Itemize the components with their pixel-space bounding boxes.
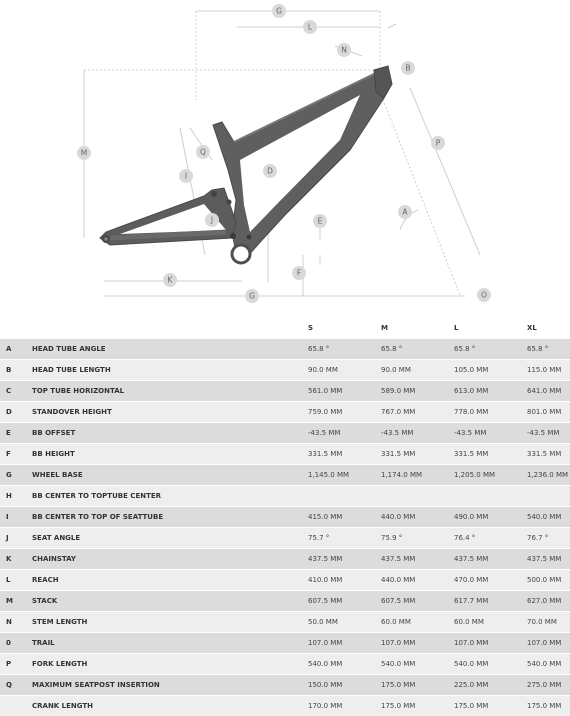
row-letter: [0, 696, 32, 716]
row-value-l: 490.0 MM: [454, 507, 527, 528]
row-value-xl: 70.0 MM: [527, 612, 570, 633]
row-name: BB CENTER TO TOP OF SEATTUBE: [32, 507, 308, 528]
table-row: [0, 381, 570, 402]
row-name: TOP TUBE HORIZONTAL: [32, 381, 308, 402]
row-letter: A: [0, 339, 32, 360]
row-letter: N: [0, 612, 32, 633]
header-size-xl: XL: [527, 318, 570, 339]
row-value-l: 613.0 MM: [454, 381, 527, 402]
svg-text:N: N: [341, 46, 347, 55]
row-value-s: 415.0 MM: [308, 507, 381, 528]
svg-text:A: A: [402, 208, 408, 217]
row-letter: F: [0, 444, 32, 465]
row-letter: C: [0, 381, 32, 402]
row-value-xl: 1,236.0 MM: [527, 465, 570, 486]
table-row: [0, 696, 570, 716]
row-value-m: 175.0 MM: [381, 696, 454, 716]
label-d: [263, 164, 277, 178]
svg-text:K: K: [168, 276, 174, 285]
row-name: MAXIMUM SEATPOST INSERTION: [32, 675, 308, 696]
row-value-l: 107.0 MM: [454, 633, 527, 654]
row-value-m: 540.0 MM: [381, 654, 454, 675]
svg-text:O: O: [481, 291, 487, 300]
label-g-bottom: [245, 289, 259, 303]
row-value-s: 150.0 MM: [308, 675, 381, 696]
row-value-s: 90.0 MM: [308, 360, 381, 381]
row-value-xl: 801.0 MM: [527, 402, 570, 423]
row-value-m: 589.0 MM: [381, 381, 454, 402]
row-value-l: 617.7 MM: [454, 591, 527, 612]
row-letter: D: [0, 402, 32, 423]
row-name: HEAD TUBE LENGTH: [32, 360, 308, 381]
table-header-row: [0, 318, 570, 339]
row-value-s: [308, 486, 381, 507]
row-value-l: -43.5 MM: [454, 423, 527, 444]
row-value-m: [381, 486, 454, 507]
row-value-s: 170.0 MM: [308, 696, 381, 716]
svg-text:B: B: [405, 64, 410, 73]
row-value-xl: 500.0 MM: [527, 570, 570, 591]
header-letter: [0, 318, 32, 339]
frame-geometry-diagram: [0, 0, 570, 310]
row-letter: J: [0, 528, 32, 549]
header-size-m: M: [381, 318, 454, 339]
table-row: [0, 507, 570, 528]
table-row: [0, 549, 570, 570]
row-value-m: 607.5 MM: [381, 591, 454, 612]
svg-text:D: D: [267, 167, 273, 176]
row-value-m: 90.0 MM: [381, 360, 454, 381]
row-value-l: 65.8 °: [454, 339, 527, 360]
row-value-xl: 115.0 MM: [527, 360, 570, 381]
label-n: [337, 43, 351, 57]
row-value-xl: 76.7 °: [527, 528, 570, 549]
row-value-s: 331.5 MM: [308, 444, 381, 465]
row-name: WHEEL BASE: [32, 465, 308, 486]
label-j: [205, 213, 219, 227]
row-value-l: 778.0 MM: [454, 402, 527, 423]
row-value-xl: 540.0 MM: [527, 507, 570, 528]
row-value-s: 107.0 MM: [308, 633, 381, 654]
row-letter: B: [0, 360, 32, 381]
row-name: HEAD TUBE ANGLE: [32, 339, 308, 360]
svg-text:Q: Q: [200, 148, 206, 157]
geometry-table: [0, 318, 570, 716]
row-value-m: 107.0 MM: [381, 633, 454, 654]
label-l: [303, 20, 317, 34]
row-name: STACK: [32, 591, 308, 612]
row-value-xl: 175.0 MM: [527, 696, 570, 716]
table-row: [0, 360, 570, 381]
svg-text:I: I: [185, 172, 187, 181]
row-value-l: 175.0 MM: [454, 696, 527, 716]
row-value-xl: 540.0 MM: [527, 654, 570, 675]
header-name: [32, 318, 308, 339]
table-row: [0, 591, 570, 612]
row-name: BB OFFSET: [32, 423, 308, 444]
svg-text:G: G: [276, 7, 282, 16]
row-letter: E: [0, 423, 32, 444]
svg-text:M: M: [81, 149, 87, 158]
row-name: TRAIL: [32, 633, 308, 654]
row-letter: L: [0, 570, 32, 591]
label-k: [163, 273, 177, 287]
row-value-m: -43.5 MM: [381, 423, 454, 444]
row-value-xl: 627.0 MM: [527, 591, 570, 612]
row-name: STANDOVER HEIGHT: [32, 402, 308, 423]
row-value-l: 60.0 MM: [454, 612, 527, 633]
row-name: CHAINSTAY: [32, 549, 308, 570]
row-value-m: 437.5 MM: [381, 549, 454, 570]
svg-text:G: G: [249, 292, 255, 301]
row-value-l: 76.4 °: [454, 528, 527, 549]
row-name: CRANK LENGTH: [32, 696, 308, 716]
table-row: [0, 654, 570, 675]
row-name: STEM LENGTH: [32, 612, 308, 633]
svg-text:F: F: [297, 269, 301, 278]
row-letter: P: [0, 654, 32, 675]
row-value-m: 331.5 MM: [381, 444, 454, 465]
header-size-s: S: [308, 318, 381, 339]
row-name: BB CENTER TO TOPTUBE CENTER: [32, 486, 308, 507]
row-value-m: 60.0 MM: [381, 612, 454, 633]
row-letter: 0: [0, 633, 32, 654]
label-p: [431, 136, 445, 150]
label-b: [401, 61, 415, 75]
row-value-xl: 107.0 MM: [527, 633, 570, 654]
row-value-xl: 331.5 MM: [527, 444, 570, 465]
row-value-s: 75.7 °: [308, 528, 381, 549]
svg-text:J: J: [210, 216, 213, 225]
row-name: BB HEIGHT: [32, 444, 308, 465]
row-letter: H: [0, 486, 32, 507]
row-value-m: 440.0 MM: [381, 507, 454, 528]
table-row: [0, 633, 570, 654]
row-value-l: 540.0 MM: [454, 654, 527, 675]
table-row: [0, 444, 570, 465]
label-a: [398, 205, 412, 219]
row-value-xl: 437.5 MM: [527, 549, 570, 570]
label-g-top: [272, 4, 286, 18]
geometry-table-body: [0, 339, 570, 716]
row-value-xl: -43.5 MM: [527, 423, 570, 444]
table-row: [0, 528, 570, 549]
row-value-l: [454, 486, 527, 507]
row-value-s: 50.0 MM: [308, 612, 381, 633]
table-row: [0, 402, 570, 423]
table-row: [0, 612, 570, 633]
row-value-l: 225.0 MM: [454, 675, 527, 696]
label-i: [179, 169, 193, 183]
row-value-xl: 275.0 MM: [527, 675, 570, 696]
row-value-m: 440.0 MM: [381, 570, 454, 591]
label-o: [477, 288, 491, 302]
table-row: [0, 570, 570, 591]
row-value-s: 561.0 MM: [308, 381, 381, 402]
row-letter: K: [0, 549, 32, 570]
row-value-m: 175.0 MM: [381, 675, 454, 696]
row-value-l: 105.0 MM: [454, 360, 527, 381]
svg-text:E: E: [318, 217, 323, 226]
row-value-l: 437.5 MM: [454, 549, 527, 570]
svg-text:P: P: [436, 139, 441, 148]
row-value-s: -43.5 MM: [308, 423, 381, 444]
table-row: [0, 675, 570, 696]
row-value-s: 437.5 MM: [308, 549, 381, 570]
row-value-s: 540.0 MM: [308, 654, 381, 675]
row-letter: M: [0, 591, 32, 612]
label-m: [77, 146, 91, 160]
label-q: [196, 145, 210, 159]
row-value-xl: 65.8 °: [527, 339, 570, 360]
row-value-s: 607.5 MM: [308, 591, 381, 612]
row-value-m: 767.0 MM: [381, 402, 454, 423]
row-value-m: 65.8 °: [381, 339, 454, 360]
label-f: [292, 266, 306, 280]
row-value-l: 331.5 MM: [454, 444, 527, 465]
row-value-s: 65.8 °: [308, 339, 381, 360]
svg-text:L: L: [308, 23, 313, 32]
table-row: [0, 423, 570, 444]
label-e: [313, 214, 327, 228]
table-row: [0, 339, 570, 360]
row-value-l: 470.0 MM: [454, 570, 527, 591]
row-letter: Q: [0, 675, 32, 696]
row-value-xl: 641.0 MM: [527, 381, 570, 402]
row-value-m: 75.9 °: [381, 528, 454, 549]
row-name: REACH: [32, 570, 308, 591]
table-row: [0, 465, 570, 486]
row-value-s: 1,145.0 MM: [308, 465, 381, 486]
row-name: SEAT ANGLE: [32, 528, 308, 549]
bike-frame: [100, 66, 392, 263]
row-letter: G: [0, 465, 32, 486]
row-letter: I: [0, 507, 32, 528]
row-value-s: 410.0 MM: [308, 570, 381, 591]
row-value-l: 1,205.0 MM: [454, 465, 527, 486]
row-value-m: 1,174.0 MM: [381, 465, 454, 486]
row-value-xl: [527, 486, 570, 507]
header-size-l: L: [454, 318, 527, 339]
table-row: [0, 486, 570, 507]
row-name: FORK LENGTH: [32, 654, 308, 675]
row-value-s: 759.0 MM: [308, 402, 381, 423]
